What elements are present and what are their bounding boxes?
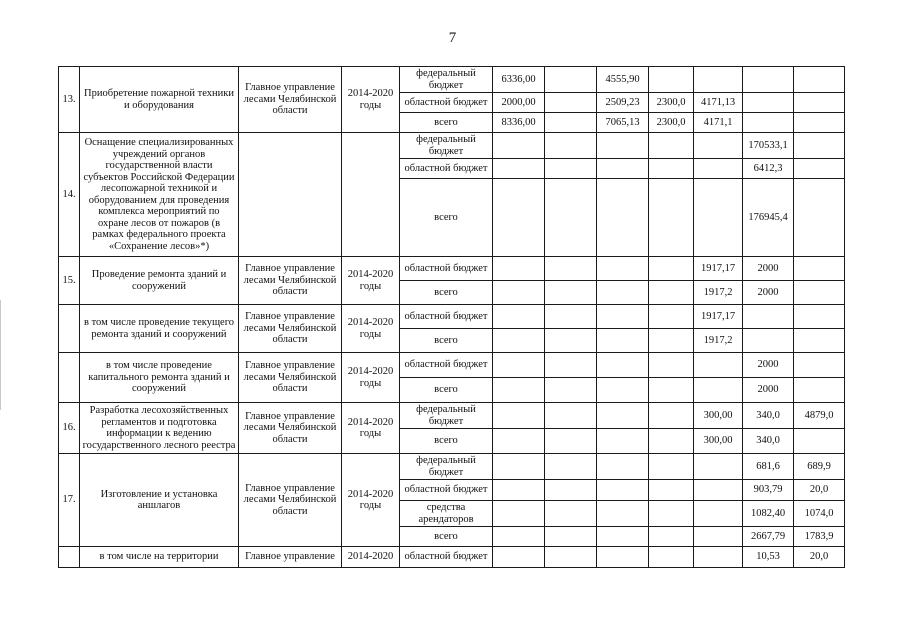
value-cell	[743, 93, 794, 113]
value-cell	[597, 480, 649, 501]
period: 2014-2020	[342, 547, 400, 568]
value-cell: 340,0	[743, 403, 794, 429]
value-cell: 1074,0	[794, 501, 845, 527]
funding-source: всего	[400, 329, 493, 353]
value-cell: 20,0	[794, 547, 845, 568]
value-cell: 2000,00	[493, 93, 545, 113]
value-cell	[743, 113, 794, 133]
responsible-org: Главное управление лесами Челябинской области	[239, 353, 342, 403]
value-cell	[794, 113, 845, 133]
value-cell: 681,6	[743, 454, 794, 480]
value-cell: 176945,4	[743, 179, 794, 257]
value-cell	[597, 547, 649, 568]
value-cell	[493, 527, 545, 547]
value-cell	[545, 179, 597, 257]
value-cell: 2000	[743, 281, 794, 305]
value-cell	[743, 305, 794, 329]
value-cell: 689,9	[794, 454, 845, 480]
activity-name: в том числе проведение капитального ремонта зданий и сооружений	[80, 353, 239, 403]
funding-source: федеральный бюджет	[400, 454, 493, 480]
value-cell	[743, 67, 794, 93]
period: 2014-2020 годы	[342, 305, 400, 353]
period: 2014-2020 годы	[342, 454, 400, 547]
responsible-org: Главное управление	[239, 547, 342, 568]
value-cell	[545, 480, 597, 501]
row-number: 15.	[59, 257, 80, 305]
value-cell	[493, 403, 545, 429]
value-cell	[545, 257, 597, 281]
value-cell	[493, 480, 545, 501]
value-cell	[694, 353, 743, 378]
table-row	[59, 305, 845, 329]
value-cell	[794, 93, 845, 113]
activity-name: Разработка лесохозяйственных регламентов и подготовка информации к ведению государственного лесного реестра	[80, 403, 239, 454]
row-number: 17.	[59, 454, 80, 547]
value-cell	[794, 353, 845, 378]
activity-name: в том числе проведение текущего ремонта зданий и сооружений	[80, 305, 239, 353]
value-cell: 4171,1	[694, 113, 743, 133]
value-cell	[794, 378, 845, 403]
table-row	[59, 353, 845, 378]
value-cell	[545, 159, 597, 179]
funding-source: всего	[400, 179, 493, 257]
value-cell: 340,0	[743, 429, 794, 454]
value-cell	[597, 378, 649, 403]
value-cell	[694, 547, 743, 568]
value-cell	[545, 454, 597, 480]
table-row	[59, 133, 845, 159]
funding-source: всего	[400, 281, 493, 305]
value-cell: 1917,17	[694, 305, 743, 329]
funding-source: областной бюджет	[400, 159, 493, 179]
value-cell	[597, 159, 649, 179]
activity-name: в том числе на территории	[80, 547, 239, 568]
responsible-org: Главное управление лесами Челябинской области	[239, 454, 342, 547]
value-cell	[545, 281, 597, 305]
value-cell	[545, 93, 597, 113]
value-cell	[794, 281, 845, 305]
funding-source: областной бюджет	[400, 305, 493, 329]
value-cell	[493, 159, 545, 179]
value-cell	[794, 67, 845, 93]
row-number: 14.	[59, 133, 80, 257]
value-cell	[694, 480, 743, 501]
value-cell: 6336,00	[493, 67, 545, 93]
value-cell	[794, 429, 845, 454]
value-cell	[545, 429, 597, 454]
activity-name: Изготовление и установка аншлагов	[80, 454, 239, 547]
row-number	[59, 547, 80, 568]
value-cell	[794, 257, 845, 281]
value-cell	[597, 501, 649, 527]
period	[342, 133, 400, 257]
value-cell: 1917,2	[694, 329, 743, 353]
value-cell	[597, 429, 649, 454]
responsible-org: Главное управление лесами Челябинской области	[239, 67, 342, 133]
value-cell: 20,0	[794, 480, 845, 501]
value-cell	[694, 378, 743, 403]
period: 2014-2020 годы	[342, 403, 400, 454]
value-cell	[694, 159, 743, 179]
funding-source: областной бюджет	[400, 93, 493, 113]
value-cell	[545, 547, 597, 568]
funding-source: областной бюджет	[400, 353, 493, 378]
value-cell	[694, 179, 743, 257]
value-cell	[597, 403, 649, 429]
value-cell	[694, 454, 743, 480]
funding-source: федеральный бюджет	[400, 67, 493, 93]
value-cell	[649, 403, 694, 429]
value-cell	[649, 305, 694, 329]
period: 2014-2020 годы	[342, 353, 400, 403]
value-cell	[649, 378, 694, 403]
value-cell	[493, 329, 545, 353]
value-cell: 170533,1	[743, 133, 794, 159]
value-cell	[493, 257, 545, 281]
activity-name: Приобретение пожарной техники и оборудования	[80, 67, 239, 133]
value-cell	[597, 527, 649, 547]
value-cell	[649, 67, 694, 93]
value-cell	[493, 353, 545, 378]
value-cell	[545, 403, 597, 429]
value-cell	[597, 305, 649, 329]
value-cell	[649, 179, 694, 257]
value-cell: 300,00	[694, 403, 743, 429]
value-cell	[545, 305, 597, 329]
period: 2014-2020 годы	[342, 67, 400, 133]
value-cell	[493, 547, 545, 568]
value-cell	[794, 179, 845, 257]
value-cell	[694, 501, 743, 527]
table-row	[59, 257, 845, 281]
funding-source: федеральный бюджет	[400, 133, 493, 159]
value-cell	[794, 329, 845, 353]
value-cell	[649, 527, 694, 547]
responsible-org: Главное управление лесами Челябинской области	[239, 305, 342, 353]
value-cell: 2000	[743, 353, 794, 378]
value-cell	[545, 133, 597, 159]
value-cell	[493, 454, 545, 480]
scan-margin-mark	[0, 300, 1, 410]
value-cell	[545, 501, 597, 527]
value-cell: 2300,0	[649, 93, 694, 113]
page-number: 7	[448, 30, 457, 46]
value-cell: 2509,23	[597, 93, 649, 113]
value-cell: 8336,00	[493, 113, 545, 133]
table-row	[59, 403, 845, 429]
value-cell	[649, 454, 694, 480]
funding-source: областной бюджет	[400, 480, 493, 501]
value-cell	[649, 501, 694, 527]
value-cell: 300,00	[694, 429, 743, 454]
value-cell: 4879,0	[794, 403, 845, 429]
value-cell	[649, 429, 694, 454]
funding-source: всего	[400, 113, 493, 133]
value-cell: 1082,40	[743, 501, 794, 527]
value-cell: 7065,13	[597, 113, 649, 133]
funding-source: федеральный бюджет	[400, 403, 493, 429]
row-number: 13.	[59, 67, 80, 133]
value-cell: 2000	[743, 257, 794, 281]
value-cell	[493, 378, 545, 403]
row-number	[59, 353, 80, 403]
table-row	[59, 454, 845, 480]
value-cell: 2667,79	[743, 527, 794, 547]
value-cell	[597, 257, 649, 281]
funding-source: средства арендаторов	[400, 501, 493, 527]
value-cell	[694, 527, 743, 547]
value-cell: 10,53	[743, 547, 794, 568]
value-cell	[649, 329, 694, 353]
value-cell	[545, 527, 597, 547]
table-row	[59, 67, 845, 93]
value-cell	[545, 329, 597, 353]
value-cell: 903,79	[743, 480, 794, 501]
value-cell	[649, 281, 694, 305]
value-cell	[794, 305, 845, 329]
value-cell	[493, 501, 545, 527]
value-cell: 1783,9	[794, 527, 845, 547]
value-cell: 4171,13	[694, 93, 743, 113]
period: 2014-2020 годы	[342, 257, 400, 305]
value-cell	[545, 113, 597, 133]
value-cell	[649, 159, 694, 179]
value-cell: 1917,17	[694, 257, 743, 281]
funding-source: всего	[400, 527, 493, 547]
value-cell	[649, 480, 694, 501]
value-cell: 2000	[743, 378, 794, 403]
value-cell	[493, 281, 545, 305]
value-cell	[545, 353, 597, 378]
value-cell: 6412,3	[743, 159, 794, 179]
value-cell: 1917,2	[694, 281, 743, 305]
responsible-org: Главное управление лесами Челябинской области	[239, 403, 342, 454]
value-cell: 4555,90	[597, 67, 649, 93]
program-activities-table	[58, 66, 845, 568]
value-cell	[649, 353, 694, 378]
value-cell	[794, 159, 845, 179]
value-cell	[545, 67, 597, 93]
value-cell	[649, 257, 694, 281]
activity-name: Проведение ремонта зданий и сооружений	[80, 257, 239, 305]
value-cell: 2300,0	[649, 113, 694, 133]
value-cell	[597, 281, 649, 305]
value-cell	[493, 133, 545, 159]
value-cell	[743, 329, 794, 353]
value-cell	[597, 454, 649, 480]
value-cell	[493, 305, 545, 329]
value-cell	[597, 133, 649, 159]
value-cell	[597, 329, 649, 353]
row-number: 16.	[59, 403, 80, 454]
value-cell	[597, 353, 649, 378]
value-cell	[694, 67, 743, 93]
value-cell	[597, 179, 649, 257]
value-cell	[649, 133, 694, 159]
value-cell	[694, 133, 743, 159]
row-number	[59, 305, 80, 353]
funding-source: всего	[400, 378, 493, 403]
value-cell	[493, 429, 545, 454]
funding-source: областной бюджет	[400, 547, 493, 568]
value-cell	[545, 378, 597, 403]
value-cell	[493, 179, 545, 257]
funding-source: областной бюджет	[400, 257, 493, 281]
table-row	[59, 547, 845, 568]
funding-source: всего	[400, 429, 493, 454]
value-cell	[649, 547, 694, 568]
activity-name: Оснащение специализированных учреждений органов государственной власти субъектов Российской Федерации лесопожарной техникой и оборудованием для проведения комплекса мероприятий по охране лесов от пожаров (в рамках федерального проекта «Сохранение лесов»*)	[80, 133, 239, 257]
responsible-org	[239, 133, 342, 257]
responsible-org: Главное управление лесами Челябинской области	[239, 257, 342, 305]
value-cell	[794, 133, 845, 159]
